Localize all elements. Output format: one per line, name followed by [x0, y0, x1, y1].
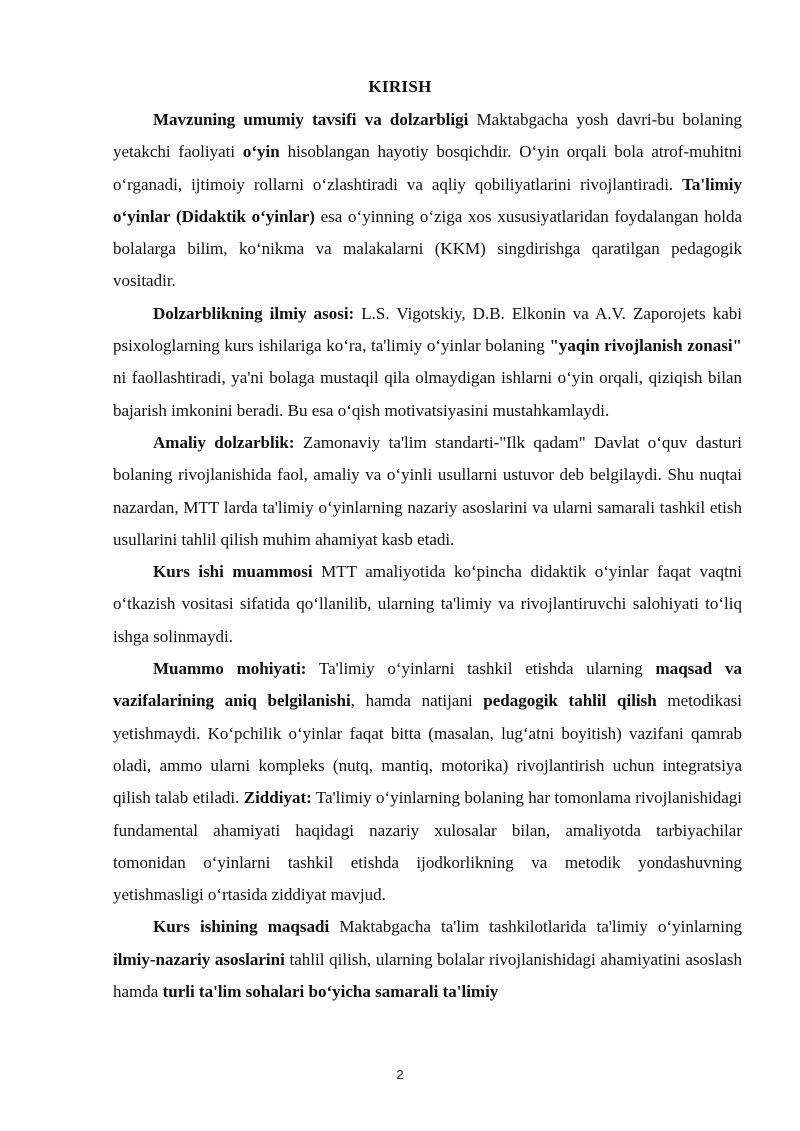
- bold-text-run: Ziddiyat:: [243, 788, 312, 808]
- paragraph-topic-overview: [113, 104, 742, 298]
- bold-text-run: Kurs ishi muammosi: [153, 562, 313, 582]
- text-run: Zamonaviy ta'lim standarti-"Ilk qadam" Davlat o‘quv dasturi bolaning rivojlanishida faol, amaliy va o‘yinli usullarni ustuvor deb belgilaydi. Shu nuqtai nazardan, MTT larda ta'limiy o‘yinlarning nazariy asoslarini va ularni samarali tashkil etish usullarini tahlil qilish muhim ahamiyat kasb etadi.: [113, 432, 742, 549]
- text-run: metodikasi yetishmaydi. Ko‘pchilik o‘yinlar faqat bitta (masalan, lug‘atni boyitish) vazifani qamrab oladi, ammo ularni kompleks (nutq, mantiq, motorika) rivojlantirish uchun integratsiya qilish talab etiladi.: [113, 691, 742, 808]
- bold-text-run: pedagogik tahlil qilish: [483, 691, 657, 711]
- bold-text-run: Dolzarblikning ilmiy asosi:: [153, 303, 355, 323]
- bold-text-run: ilmiy-nazariy asoslarini: [113, 949, 285, 969]
- text-run: Ta'limiy o‘yinlarni tashkil etishda ularning: [306, 659, 656, 679]
- bold-text-run: Mavzuning umumiy tavsifi va dolzarbligi: [153, 110, 469, 129]
- bold-text-run: Ta'limiy o‘yinlar (Didaktik o‘yinlar): [113, 174, 742, 226]
- paragraph-scientific-basis: [113, 298, 742, 427]
- page-number: 2: [396, 1067, 404, 1082]
- bold-text-run: o‘yin: [242, 142, 280, 162]
- paragraph-practical-relevance: [113, 427, 742, 556]
- text-run: L.S. Vigotskiy, D.B. Elkonin va A.V. Zaporojets kabi psixologlarning kurs ishilariga ko‘ra, ta'limiy o‘yinlar bolaning: [113, 303, 742, 356]
- paragraph-problem-essence: [113, 653, 742, 911]
- paragraph-goal: [113, 911, 742, 1008]
- bold-text-run: turli ta'lim sohalari bo‘yicha samarali ta'limiy: [162, 982, 499, 1002]
- text-run: MTT amaliyotida ko‘pincha didaktik o‘yinlar faqat vaqtni o‘tkazish vositasi sifatida qo‘llanilib, ularning ta'limiy va rivojlantiruvchi salohiyati to‘liq ishga solinmaydi.: [113, 562, 742, 646]
- text-run: ni faollashtiradi, ya'ni bolaga mustaqil qila olmaydigan ishlarni o‘yin orqali, qiziqish bilan bajarish imkonini beradi. Bu esa o‘qish motivatsiyasini mustahkamlaydi.: [113, 368, 742, 420]
- bold-text-run: "yaqin rivojlanish zonasi": [549, 336, 742, 356]
- page-title: KIRISH: [368, 77, 432, 96]
- bold-text-run: Amaliy dolzarblik:: [153, 432, 295, 452]
- text-run: Maktabgacha ta'lim tashkilotlarida ta'limiy o‘yinlarning: [329, 917, 742, 937]
- text-run: hisoblangan hayotiy bosqichdir. O‘yin orqali bola atrof-muhitni o‘rganadi, ijtimoiy rollarni o‘zlashtiradi va aqliy qobiliyatlarini rivojlantiradi.: [113, 142, 742, 194]
- document-body: [113, 104, 742, 1008]
- text-run: esa o‘yinning o‘ziga xos xususiyatlaridan foydalangan holda bolalarga bilim, ko‘nikma va malakalarni (KKM) singdirishga qaratilgan pedagogik vositadir.: [113, 206, 742, 291]
- bold-text-run: Kurs ishining maqsadi: [153, 917, 330, 937]
- text-run: Maktabgacha yosh davri-bu bolaning yetakchi faoliyati: [113, 110, 742, 162]
- bold-text-run: maqsad va vazifalarining aniq belgilanishi: [113, 659, 742, 711]
- text-run: , hamda natijani: [350, 691, 484, 711]
- bold-text-run: Muammo mohiyati:: [153, 659, 307, 679]
- text-run: tahlil qilish, ularning bolalar rivojlanishidagi ahamiyatini asoslash hamda: [113, 949, 742, 1002]
- text-run: Ta'limiy o‘yinlarning bolaning har tomonlama rivojlanishidagi fundamental ahamiyati haqidagi nazariy xulosalar bilan, amaliyotda tarbiyachilar tomonidan o‘yinlarni tashkil etishda ijodkorlikning va metodik yondashuvning yetishmasligi o‘rtasida ziddiyat mavjud.: [113, 788, 742, 905]
- paragraph-problem: [113, 556, 742, 653]
